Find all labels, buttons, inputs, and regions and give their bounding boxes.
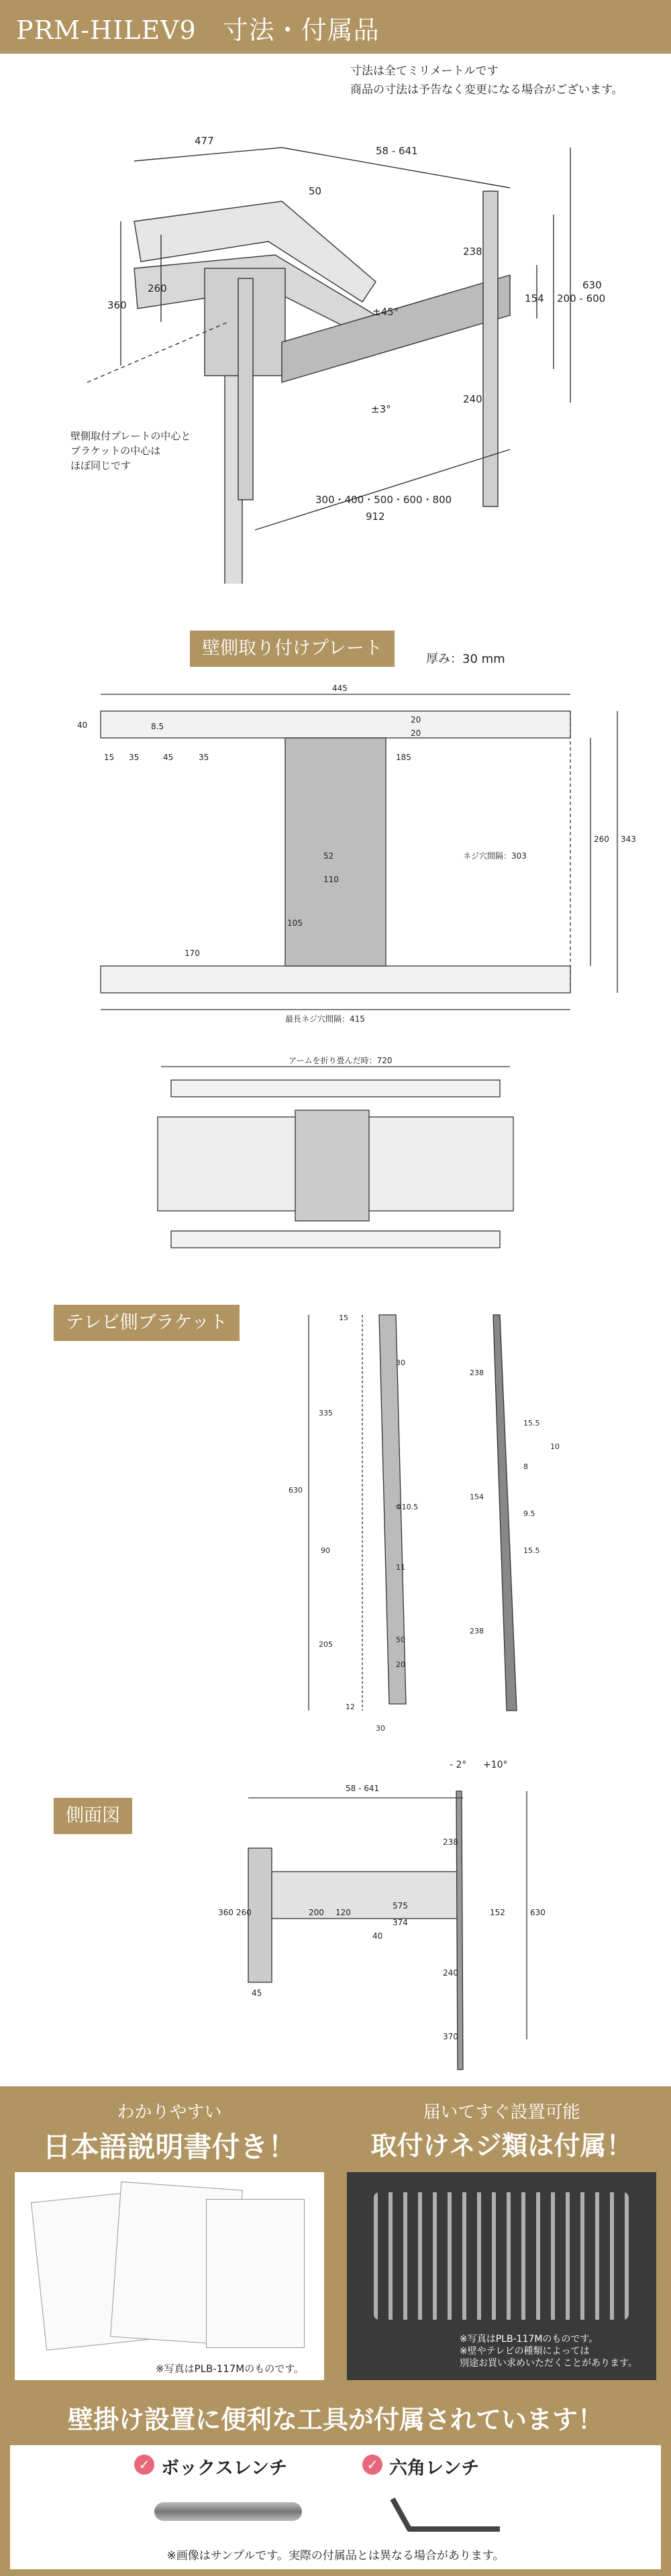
- side-120: 120: [336, 1908, 351, 1917]
- side-45: 45: [252, 1988, 262, 1998]
- bracket-side-shape: [493, 1315, 517, 1711]
- manual-page-image: [206, 2199, 305, 2348]
- folded-center-block: [295, 1110, 369, 1221]
- center-note-2: ブラケットの中心は: [70, 445, 161, 457]
- screws-panel: [339, 2093, 664, 2388]
- top-rail: [101, 711, 570, 738]
- dim-35a: 35: [129, 753, 140, 762]
- dim-360: 360: [107, 299, 127, 311]
- dim-35b: 35: [199, 753, 209, 762]
- b-30b: 30: [376, 1724, 385, 1733]
- dim-line-477: [134, 148, 282, 161]
- dim-238: 238: [463, 246, 482, 258]
- manual-big-title: 日本語説明書付き！: [42, 2131, 297, 2163]
- side-wall-plate: [248, 1848, 272, 1982]
- s-10: 10: [550, 1442, 560, 1451]
- folded-label: アームを折り畳んだ時：720: [289, 1056, 393, 1065]
- b-335: 335: [319, 1409, 333, 1417]
- screws-small-title: 届いてすぐ設置可能: [423, 2102, 580, 2123]
- b-90: 90: [321, 1546, 330, 1555]
- dim-20b: 20: [411, 729, 421, 738]
- s-8: 8: [523, 1462, 528, 1471]
- manual-small-title: わかりやすい: [117, 2102, 222, 2123]
- dim-15: 15: [104, 753, 115, 762]
- note-line-1: 寸法は全てミリメートルです: [350, 64, 499, 78]
- dim-343: 343: [621, 835, 636, 844]
- s-95: 9.5: [523, 1509, 535, 1518]
- dim-185: 185: [396, 753, 411, 762]
- page-title: PRM-HILEV9 寸法・付属品: [16, 15, 380, 45]
- dim-154: 154: [525, 292, 544, 305]
- dim-630: 630: [582, 279, 602, 291]
- b-105: Φ10.5: [396, 1503, 419, 1511]
- side-374: 374: [393, 1918, 408, 1927]
- s-155b: 15.5: [523, 1546, 540, 1555]
- tools-panel: [10, 2445, 661, 2569]
- dim-260: 260: [594, 835, 609, 844]
- tools-footnote: ※画像はサンプルです。実際の付属品とは異なる場合があります。: [166, 2549, 505, 2563]
- folded-drawing: [0, 1053, 671, 1268]
- b-630: 630: [289, 1486, 303, 1495]
- check-icon: ✓: [134, 2455, 154, 2475]
- side-152: 152: [490, 1908, 505, 1917]
- manual-panel: [7, 2093, 332, 2388]
- tilt-plus: +10°: [483, 1760, 508, 1770]
- plate-body: [285, 738, 386, 966]
- note-line-2: 商品の寸法は予告なく変更になる場合がございます。: [350, 83, 623, 97]
- check-icon: ✓: [362, 2455, 382, 2475]
- dim-52: 52: [323, 851, 334, 861]
- b-205: 205: [319, 1640, 333, 1649]
- side-58641: 58 - 641: [346, 1784, 380, 1793]
- wallplate-title: 壁側取り付けプレート: [190, 631, 395, 667]
- dim-240: 240: [463, 393, 482, 405]
- screws-caption-3: 別途お買い求めいただくことがあります。: [460, 2358, 637, 2369]
- screws-caption-2: ※壁やテレビの種類によっては: [460, 2346, 590, 2357]
- wallplate-drawing: [0, 674, 671, 1030]
- side-575: 575: [393, 1901, 408, 1911]
- dimension-note: [350, 62, 623, 99]
- side-40: 40: [372, 1931, 383, 1941]
- screws-caption-1: ※写真はPLB-117Mのものです。: [460, 2334, 599, 2345]
- hex-wrench-image: [386, 2492, 507, 2539]
- dim-170: 170: [185, 949, 200, 958]
- screw-303: ネジ穴間隔：303: [463, 851, 527, 861]
- tilt-3: ±3°: [371, 403, 391, 415]
- b-50: 50: [396, 1635, 405, 1644]
- dim-445: 445: [332, 684, 348, 693]
- b-12: 12: [346, 1703, 355, 1711]
- side-arm: [272, 1872, 460, 1919]
- dim-477: 477: [195, 135, 214, 147]
- side-630: 630: [530, 1908, 546, 1917]
- side-title: 側面図: [54, 1798, 132, 1834]
- tv-bracket-left: [238, 278, 253, 500]
- manual-caption: ※写真はPLB-117Mのものです。: [156, 2363, 305, 2375]
- tilt-45: ±45°: [372, 306, 399, 318]
- screws-caption: [460, 2333, 654, 2369]
- tool-hex-wrench-label: 六角レンチ: [389, 2458, 480, 2479]
- screws-photo-area: [347, 2172, 656, 2380]
- side-238: 238: [443, 1837, 458, 1847]
- bottom-rail: [101, 966, 570, 993]
- tool-box-wrench-label: ボックスレンチ: [161, 2458, 288, 2479]
- dim-45: 45: [163, 753, 174, 762]
- bracket-drawing: [0, 1308, 671, 1737]
- s-155a: 15.5: [523, 1419, 540, 1428]
- dim-58641: 58 - 641: [376, 145, 418, 157]
- side-370: 370: [443, 2032, 458, 2041]
- dim-200600: 200 - 600: [557, 292, 606, 305]
- dim-20a: 20: [411, 715, 421, 724]
- side-240: 240: [443, 1968, 458, 1978]
- bracket-title: テレビ側ブラケット: [54, 1305, 240, 1341]
- dim-85: 8.5: [151, 722, 164, 731]
- s-238a: 238: [470, 1368, 484, 1377]
- wallplate-thickness: 厚み：30 mm: [426, 652, 505, 666]
- dim-110: 110: [323, 875, 339, 884]
- dim-50: 50: [309, 185, 322, 197]
- dim-260: 260: [148, 282, 167, 294]
- box-wrench-image: [154, 2502, 302, 2521]
- screw-415: 最長ネジ穴間隔：415: [285, 1014, 365, 1024]
- dim-912: 912: [366, 511, 385, 523]
- tilt-minus: - 2°: [450, 1760, 467, 1770]
- tv-bracket-right: [483, 191, 498, 506]
- side-260: 260: [236, 1908, 252, 1917]
- side-tv-bracket: [456, 1791, 463, 2070]
- side-360: 360: [218, 1908, 234, 1917]
- b-15: 15: [339, 1313, 348, 1322]
- center-note-3: ほぼ同じです: [70, 460, 132, 472]
- screws-image: [374, 2192, 629, 2320]
- screws-big-title: 取付けネジ類は付属！: [370, 2131, 633, 2161]
- side-200: 200: [309, 1908, 324, 1917]
- b-11: 11: [396, 1563, 405, 1572]
- s-238b: 238: [470, 1627, 484, 1635]
- dim-40: 40: [77, 720, 88, 730]
- b-30: 30: [396, 1358, 405, 1367]
- s-154: 154: [470, 1493, 484, 1501]
- b-20: 20: [396, 1660, 405, 1669]
- manual-photo-area: [15, 2172, 324, 2380]
- tools-banner: 壁掛け設置に便利な工具が付属されています！: [67, 2405, 603, 2434]
- header-bar: [0, 0, 671, 54]
- dim-105: 105: [287, 918, 303, 928]
- vesa-sizes: 300・400・500・600・800: [315, 494, 452, 506]
- overview-drawing: [0, 101, 671, 584]
- center-note-1: 壁側取付プレートの中心と: [70, 430, 191, 442]
- side-drawing: [0, 1754, 671, 2076]
